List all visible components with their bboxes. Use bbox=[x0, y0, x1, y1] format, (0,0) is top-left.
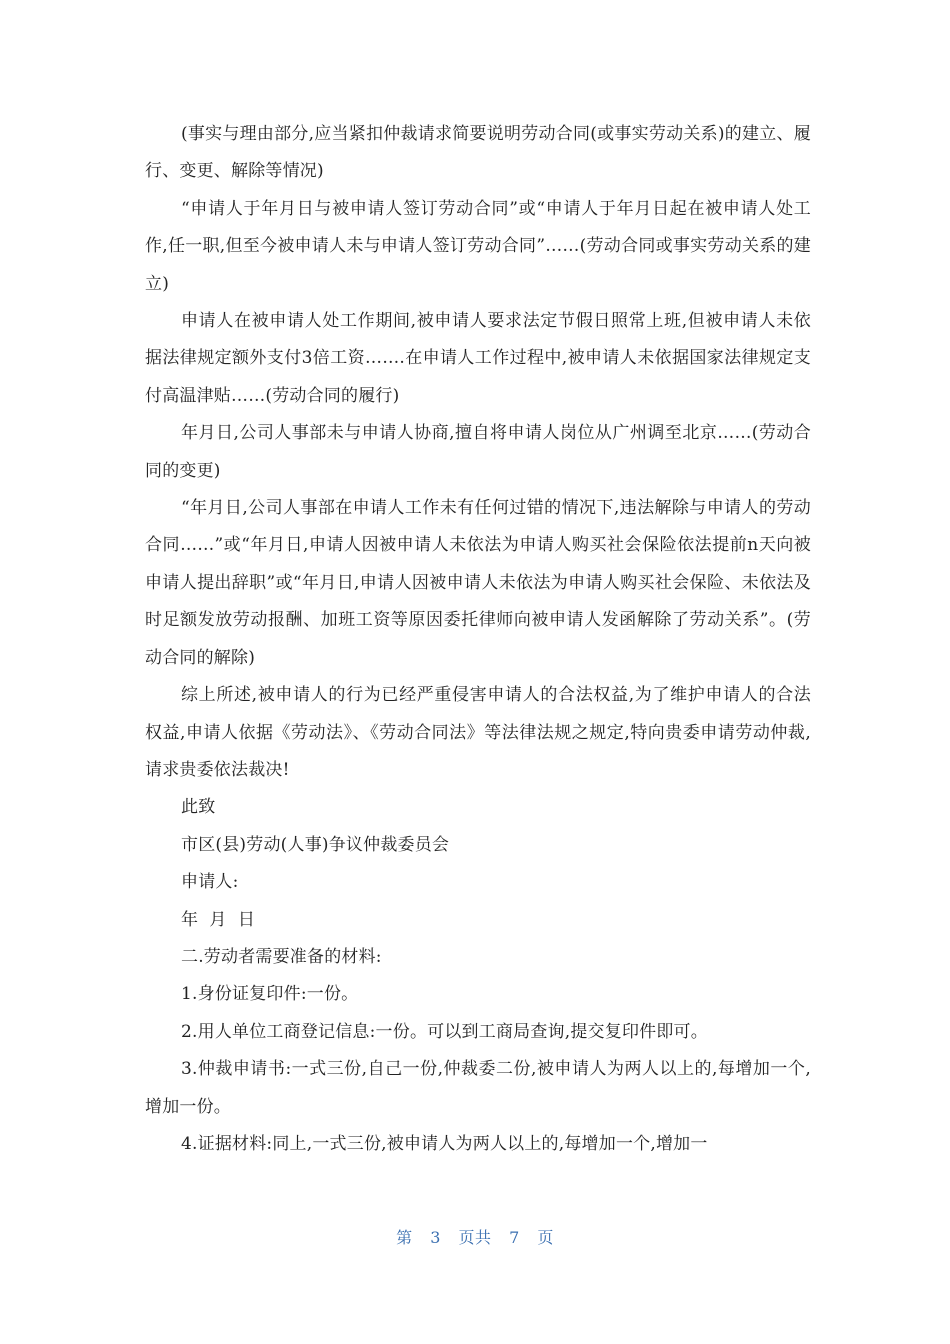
list-item: 2.用人单位工商登记信息:一份。可以到工商局查询,提交复印件即可。 bbox=[181, 1021, 708, 1042]
footer-suffix: 页 bbox=[537, 1228, 554, 1247]
applicant-line: 申请人: bbox=[181, 872, 239, 893]
document-body bbox=[145, 116, 811, 1163]
page-footer bbox=[0, 1225, 950, 1248]
footer-total-pages: 7 bbox=[509, 1228, 520, 1247]
list-item: 3.仲裁申请书:一式三份,自己一份,仲裁委二份,被申请人为两人以上的,每增加一个,增加一份。 bbox=[145, 1059, 811, 1117]
section-heading: 二.劳动者需要准备的材料: bbox=[181, 946, 382, 967]
closing-salutation: 此致 bbox=[181, 797, 216, 818]
list-item: 1.身份证复印件:一份。 bbox=[181, 984, 359, 1005]
paragraph: “申请人于年月日与被申请人签订劳动合同”或“申请人于年月日起在被申请人处工作,任一职,但至今被申请人未与申请人签订劳动合同”……(劳动合同或事实劳动关系的建立) bbox=[145, 198, 811, 294]
recipient-line: 市区(县)劳动(人事)争议仲裁委员会 bbox=[181, 834, 450, 855]
date-line: 年 月 日 bbox=[181, 909, 256, 930]
footer-middle: 页共 bbox=[458, 1228, 492, 1247]
footer-prefix: 第 bbox=[396, 1228, 413, 1247]
footer-page-number: 3 bbox=[430, 1228, 441, 1247]
list-item: 4.证据材料:同上,一式三份,被申请人为两人以上的,每增加一个,增加一 bbox=[181, 1133, 708, 1154]
paragraph: (事实与理由部分,应当紧扣仲裁请求简要说明劳动合同(或事实劳动关系)的建立、履行、变更、解除等情况) bbox=[145, 124, 811, 182]
paragraph: 年月日,公司人事部未与申请人协商,擅自将申请人岗位从广州调至北京……(劳动合同的变更) bbox=[145, 423, 811, 481]
paragraph: 综上所述,被申请人的行为已经严重侵害申请人的合法权益,为了维护申请人的合法权益,申请人依据《劳动法》、《劳动合同法》等法律法规之规定,特向贵委申请劳动仲裁,请求贵委依法裁决! bbox=[145, 685, 811, 780]
paragraph: 申请人在被申请人处工作期间,被申请人要求法定节假日照常上班,但被申请人未依据法律规定额外支付3倍工资…….在申请人工作过程中,被申请人未依据国家法律规定支付高温津贴……(劳动合同的履行) bbox=[145, 311, 811, 406]
paragraph: “年月日,公司人事部在申请人工作未有任何过错的情况下,违法解除与申请人的劳动合同……”或“年月日,申请人因被申请人未依法为申请人购买社会保险依法提前n天向被申请人提出辞职”或“年月日,申请人因被申请人未依法为申请人购买社会保险、未依法及时足额发放劳动报酬、加班工资等原因委托律师向被申请人发函解除了劳动关系”。(劳动合同的解除) bbox=[145, 498, 811, 668]
